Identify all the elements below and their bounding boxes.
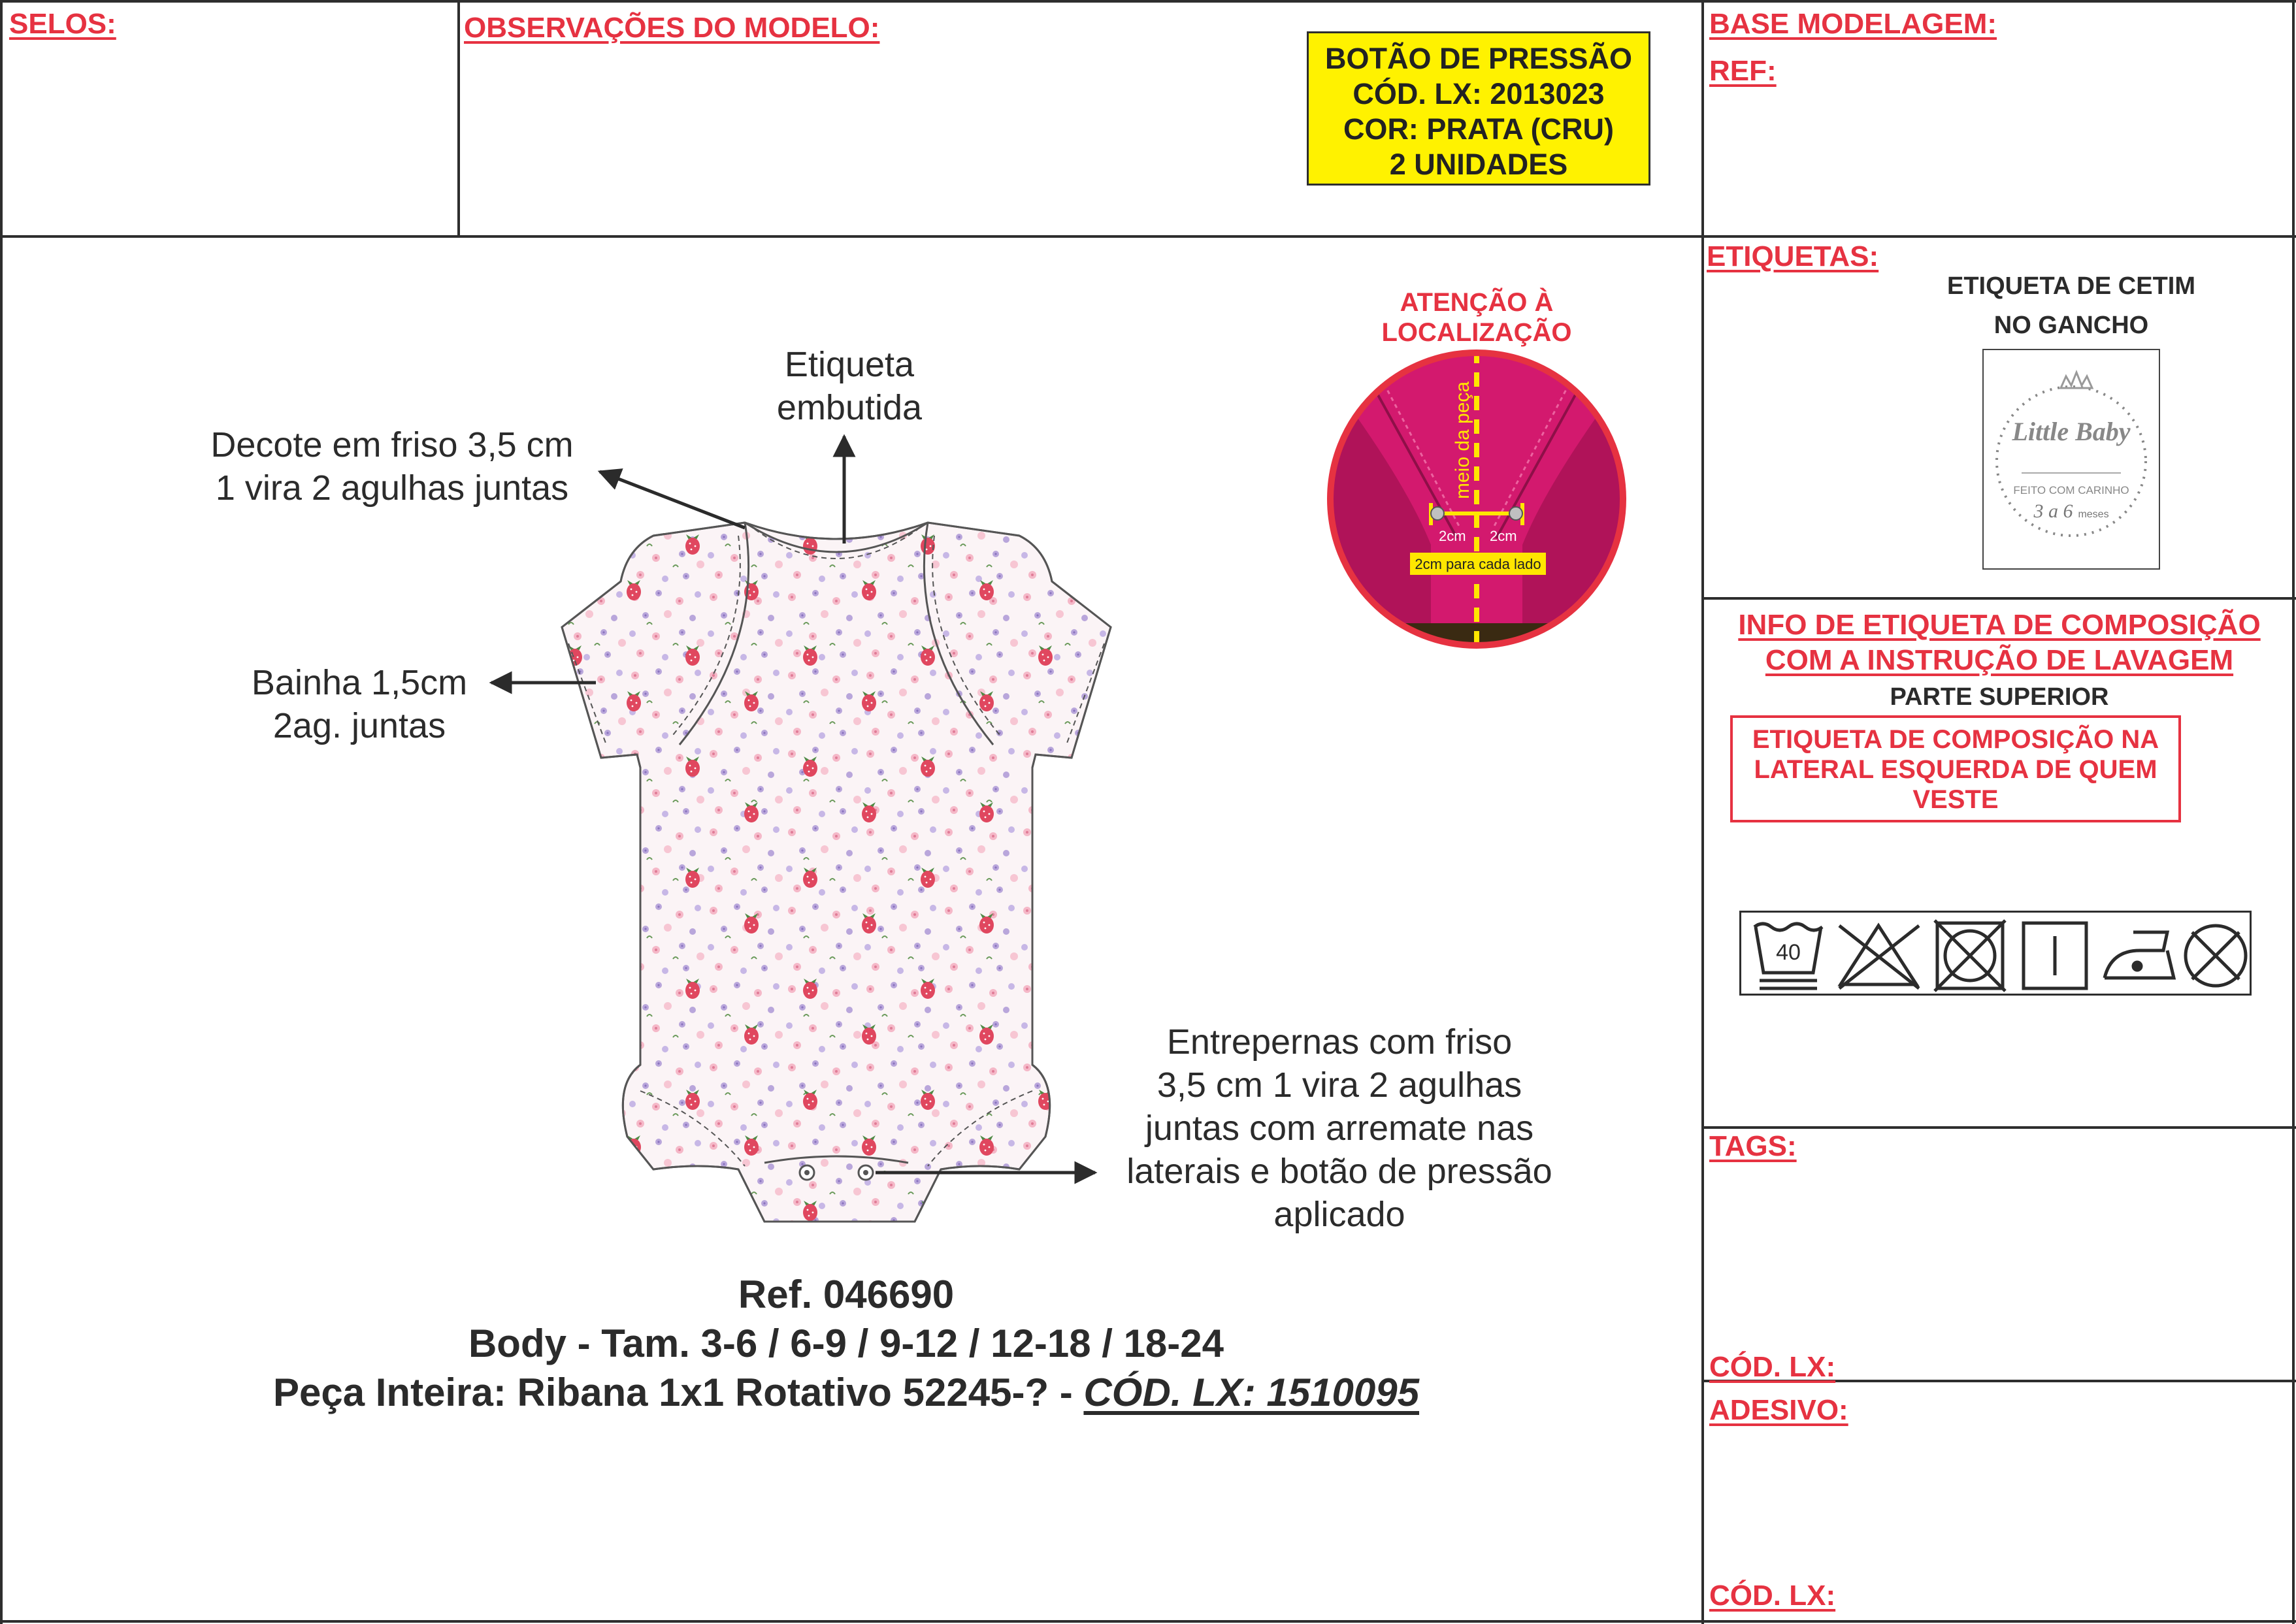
annotation-etiqueta-line-2: embutida bbox=[776, 388, 923, 427]
label-logo-text: Little Baby bbox=[2012, 417, 2131, 446]
fabric-cod: CÓD. LX: 1510095 bbox=[1083, 1371, 1420, 1414]
attention-label bbox=[1346, 287, 1607, 348]
fabric-line bbox=[98, 1368, 1594, 1417]
reference-block bbox=[98, 1270, 1594, 1417]
info-title-line-1: INFO DE ETIQUETA DE COMPOSIÇÃO bbox=[1738, 609, 2261, 641]
annotation-entrepernas-line-1: Entrepernas com friso bbox=[1166, 1022, 1513, 1062]
annotation-decote-line-2: 1 vira 2 agulhas juntas bbox=[215, 468, 569, 508]
label-tagline: FEITO COM CARINHO bbox=[2013, 484, 2129, 496]
etiquetas-label: ETIQUETAS: bbox=[1707, 240, 1879, 272]
detail-right-measure: 2cm bbox=[1490, 528, 1517, 544]
selos-label: SELOS: bbox=[9, 8, 116, 40]
satin-label-image bbox=[1982, 349, 2160, 570]
snap-button-line-2: CÓD. LX: 2013023 bbox=[1353, 77, 1605, 110]
annotation-bainha bbox=[196, 661, 523, 747]
composicao-line-3: VESTE bbox=[1912, 785, 1999, 814]
attention-line-1: ATENÇÃO À bbox=[1400, 288, 1554, 317]
no-tumble-dry-icon bbox=[1935, 920, 2005, 991]
composicao-line-2: LATERAL ESQUERDA DE QUEM bbox=[1754, 755, 2157, 784]
wash-temp: 40 bbox=[1776, 940, 1801, 965]
annotation-entrepernas-line-4: laterais e botão de pressão bbox=[1126, 1152, 1552, 1191]
frame-bottom bbox=[0, 1620, 2296, 1623]
iron-low-icon bbox=[2105, 932, 2174, 978]
snap-button-line-3: COR: PRATA (CRU) bbox=[1343, 112, 1615, 146]
annotation-bainha-line-1: Bainha 1,5cm bbox=[251, 663, 468, 702]
line-dry-icon bbox=[2024, 923, 2086, 988]
no-bleach-icon bbox=[1839, 926, 1919, 988]
annotation-decote-line-1: Decote em friso 3,5 cm bbox=[210, 425, 574, 464]
composicao-line-1: ETIQUETA DE COMPOSIÇÃO NA bbox=[1752, 725, 2159, 754]
annotation-entrepernas-line-5: aplicado bbox=[1273, 1195, 1405, 1234]
sidebar-sep-1 bbox=[1701, 597, 2296, 600]
observacoes-label: OBSERVAÇÕES DO MODELO: bbox=[464, 12, 880, 44]
info-title bbox=[1712, 608, 2287, 678]
annotation-etiqueta bbox=[706, 343, 993, 429]
annotation-entrepernas-line-3: juntas com arremate nas bbox=[1145, 1109, 1534, 1148]
composicao-note-box bbox=[1730, 715, 2181, 822]
snap-button-line-1: BOTÃO DE PRESSÃO bbox=[1324, 42, 1633, 75]
wash-40-icon bbox=[1754, 924, 1822, 988]
label-size-unit: meses bbox=[2078, 509, 2109, 520]
adesivo-label: ADESIVO: bbox=[1709, 1394, 1848, 1426]
annotation-entrepernas bbox=[1078, 1020, 1601, 1236]
body-sizes: Body - Tam. 3-6 / 6-9 / 9-12 / 12-18 / 18-24 bbox=[468, 1322, 1224, 1365]
detail-vertical-label: meio da peça bbox=[1452, 381, 1473, 499]
care-symbols-strip bbox=[1739, 911, 2252, 996]
fabric-description: Peça Inteira: Ribana 1x1 Rotativo 52245-? - bbox=[272, 1371, 1084, 1414]
etiqueta-cetim bbox=[1882, 267, 2261, 345]
ref-code: Ref. 046690 bbox=[738, 1273, 955, 1316]
annotation-decote bbox=[163, 423, 621, 510]
parte-superior: PARTE SUPERIOR bbox=[1890, 683, 2109, 711]
label-size-value: 3 a 6 bbox=[2033, 500, 2073, 522]
snap-button-line-4: 2 UNIDADES bbox=[1389, 148, 1568, 181]
etiqueta-cetim-line-2: NO GANCHO bbox=[1993, 312, 2149, 339]
sidebar-sep-2 bbox=[1701, 1126, 2296, 1129]
etiqueta-cetim-line-1: ETIQUETA DE CETIM bbox=[1947, 272, 2195, 300]
no-dry-clean-icon bbox=[2186, 926, 2246, 986]
info-title-line-2: COM A INSTRUÇÃO DE LAVAGEM bbox=[1765, 644, 2234, 676]
attention-line-2: LOCALIZAÇÃO bbox=[1381, 318, 1572, 347]
detail-left-measure: 2cm bbox=[1439, 528, 1466, 544]
ref-label: REF: bbox=[1709, 55, 1777, 87]
annotation-etiqueta-line-1: Etiqueta bbox=[784, 345, 915, 384]
detail-note: 2cm para cada lado bbox=[1415, 556, 1541, 572]
base-modelagem-label: BASE MODELAGEM: bbox=[1709, 8, 1997, 40]
annotation-entrepernas-line-2: 3,5 cm 1 vira 2 agulhas bbox=[1156, 1065, 1522, 1105]
cod-lx-label-adesivo: CÓD. LX: bbox=[1709, 1580, 1836, 1612]
placement-detail-circle bbox=[1326, 349, 1627, 649]
tags-label: TAGS: bbox=[1709, 1130, 1797, 1162]
cod-lx-label-tags: CÓD. LX: bbox=[1709, 1351, 1836, 1383]
annotation-bainha-line-2: 2ag. juntas bbox=[272, 706, 446, 745]
